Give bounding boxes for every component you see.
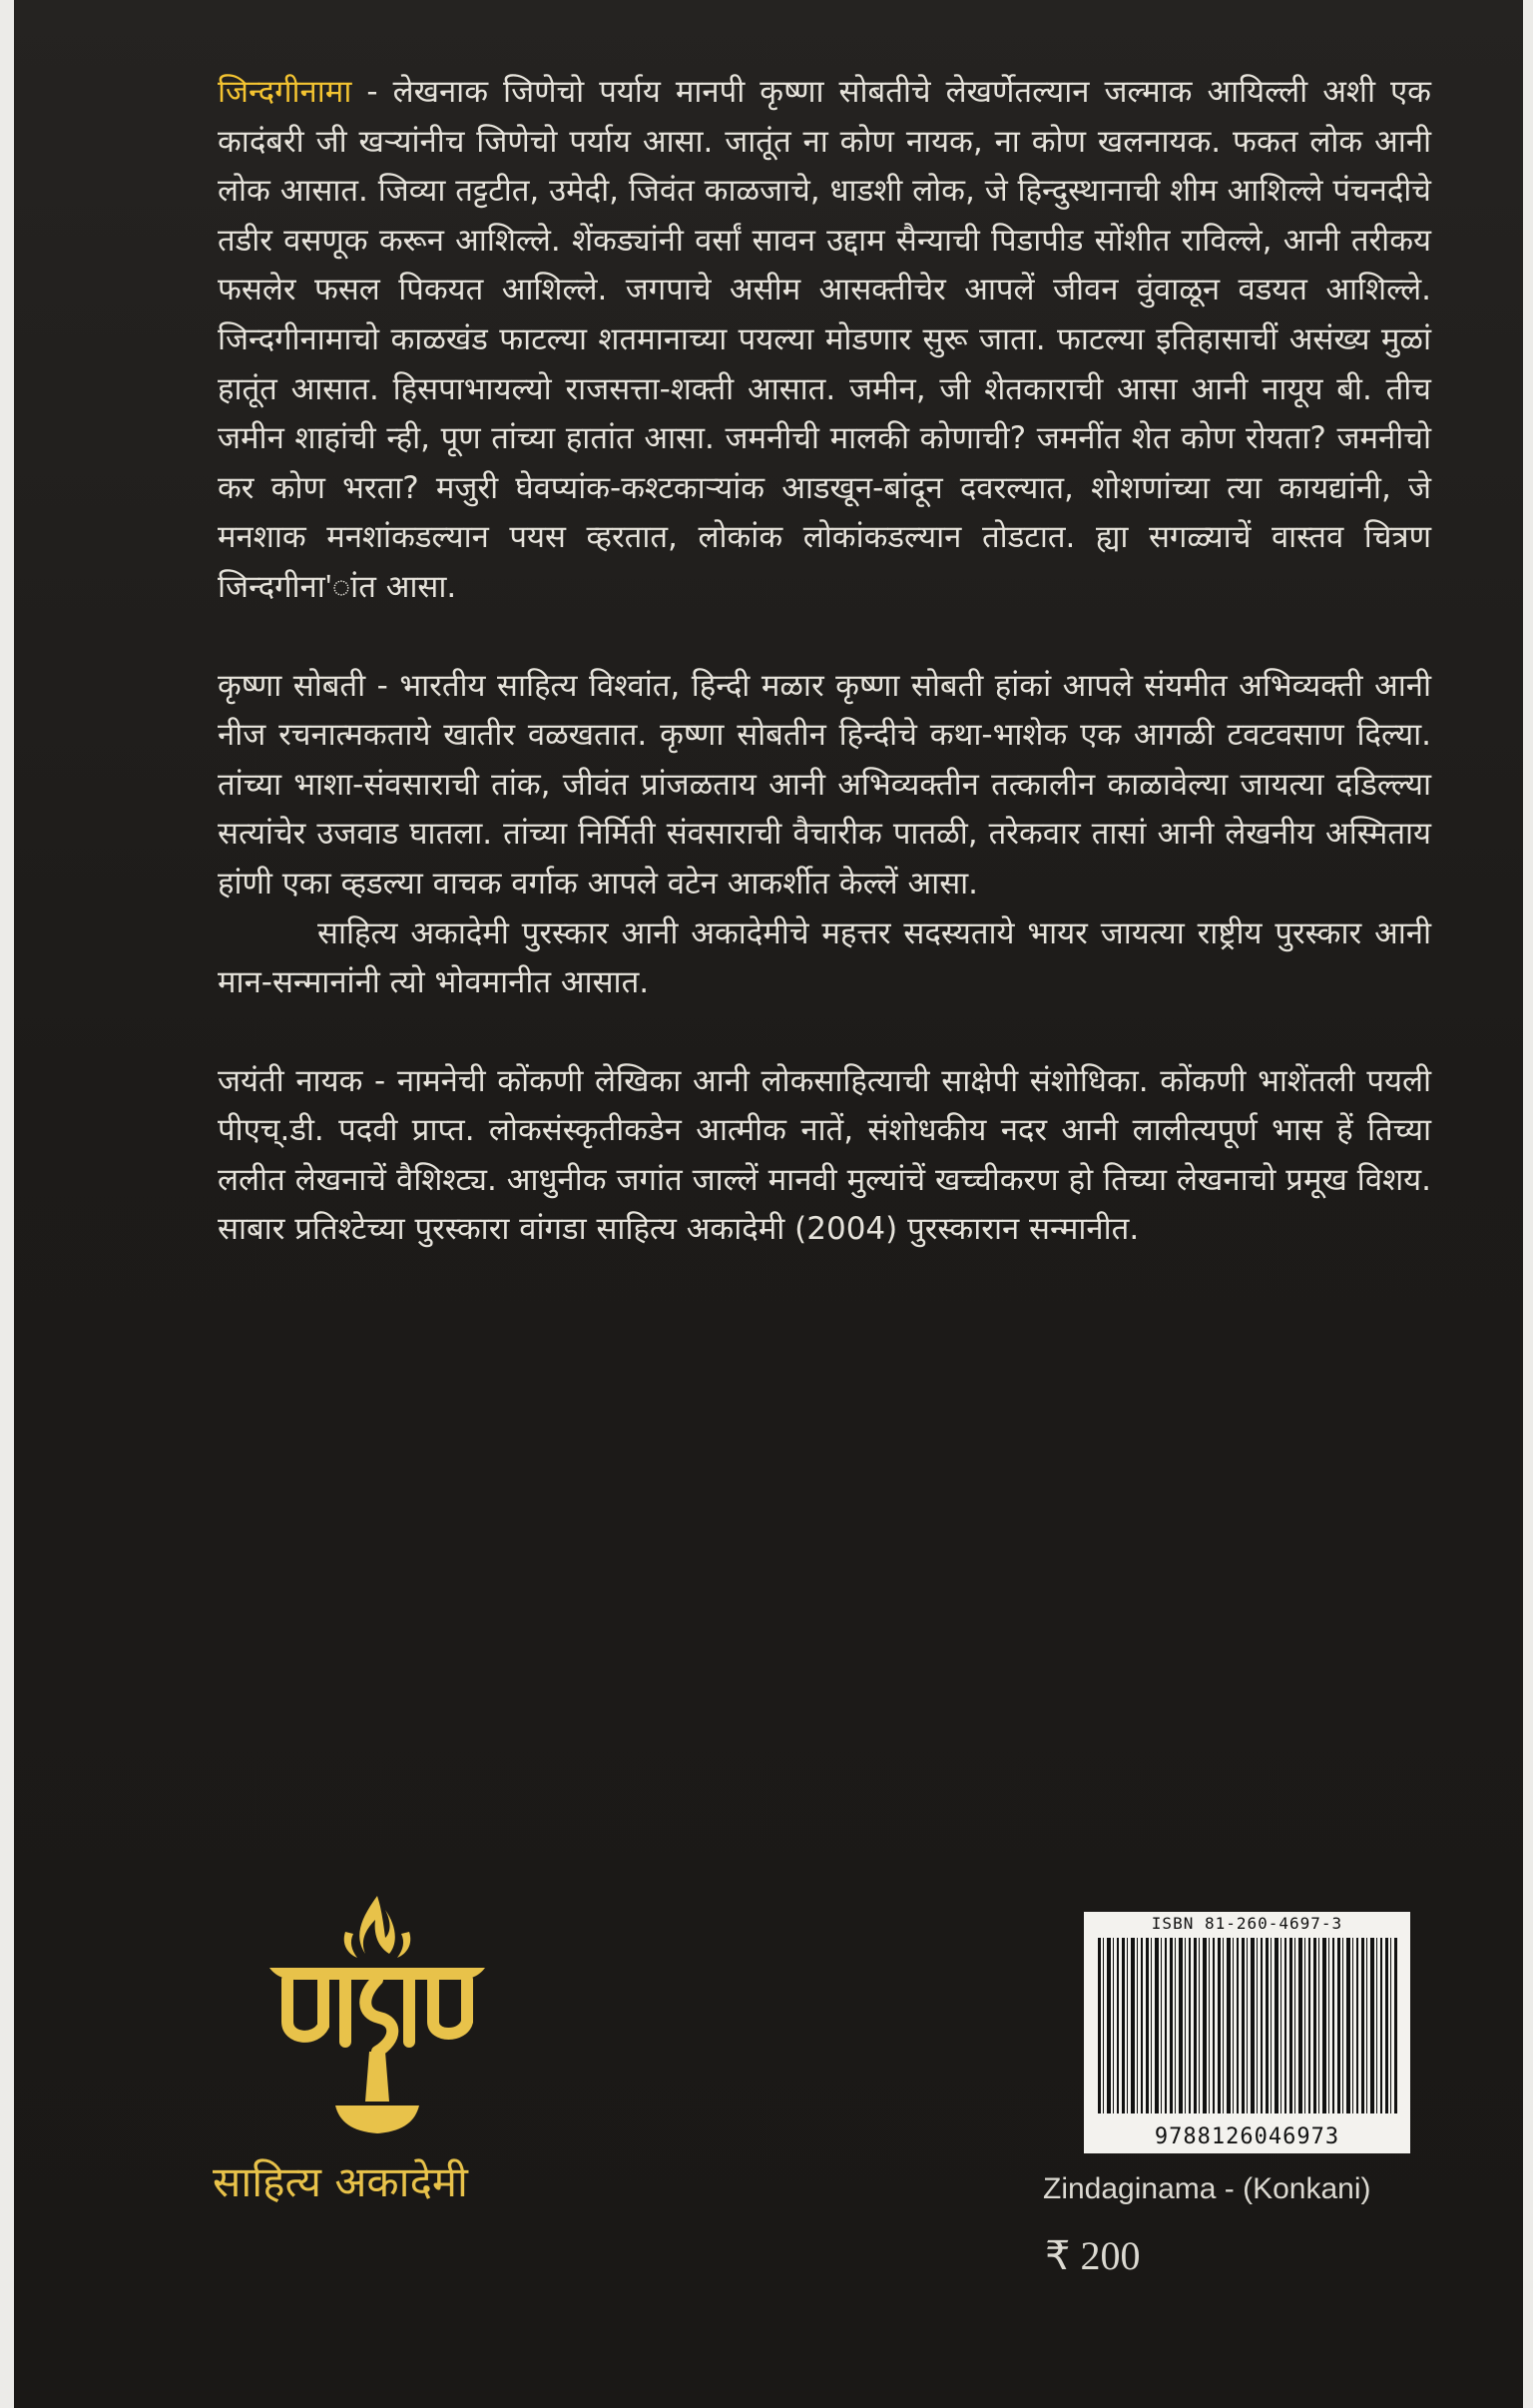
paragraph-zindaginama — [218, 68, 1431, 613]
book-title-highlight: जिन्दगीनामा — [218, 74, 352, 110]
publisher-name: साहित्य अकादेमी — [213, 2157, 468, 2206]
paragraph-krishna-sobti: कृष्णा सोबती - भारतीय साहित्य विश्वांत, हिन्दी मळार कृष्णा सोबती हांकां आपले संयमीत अभिव्यक्ती आनी नीज रचनात्मकताये खातीर वळखतात. कृष्णा सोबतीन हिन्दीचे कथा-भाशेक एक आगळी टवटवसाण दिल्या. तांच्या भाशा-संवसाराची तांक, जीवंत प्रांजळताय आनी अभिव्यक्तीन तत्कालीन काळावेल्या जायत्या दडिल्ल्या सत्यांचेर उजवाड घातला. तांच्या निर्मिती संवसाराची वैचारीक पातळी, तरेकवार तासां आनी लेखनीय अस्मिताय हांणी एका व्हडल्या वाचक वर्गाक आपले वटेन आकर्शीत केल्लें आसा. — [218, 667, 1431, 902]
price-label: ₹ 200 — [1045, 2233, 1141, 2278]
paragraph-jayanti-naik: जयंती नायक - नामनेची कोंकणी लेखिका आनी लोकसाहित्याची साक्षेपी संशोधिका. कोंकणी भाशेंतली पयली पीएच्.डी. पदवी प्राप्त. लोकसंस्कृतीकडेन आत्मीक नातें, संशोधकीय नदर आनी लालीत्यपूर्ण भास हें तिच्या ललीत लेखनाचें वैशिश्ट्य. आधुनीक जगांत जाल्लें मानवी मुल्यांचें खच्चीकरण हो तिच्या लेखनाचो प्रमूख विशय. साबार प्रतिश्टेच्या पुरस्कारा वांगडा साहित्य अकादेमी (2004) पुरस्कारान सन्मानीत. — [218, 1062, 1431, 1248]
barcode-bars — [1098, 1938, 1397, 2113]
book-title-english: Zindaginama - (Konkani) — [1043, 2172, 1371, 2205]
paragraph-awards: साहित्य अकादेमी पुरस्कार आनी अकादेमीचे महत्तर सदस्यताये भायर जायत्या राष्ट्रीय पुरस्कार आनी मान-सन्मानांनी त्यो भोवमानीत आसात. — [218, 914, 1431, 1001]
isbn-label: ISBN 81-260-4697-3 — [1151, 1914, 1343, 1933]
paragraph-text: - लेखनाक जिणेचो पर्याय मानपी कृष्णा सोबतीचे लेखर्णेतल्यान जल्माक आयिल्ली अशी एक कादंबरी जी खऱ्यांनीच जिणेचो पर्याय आसा. जातूंत ना कोण नायक, ना कोण खलनायक. फकत लोक आनी लोक आसात. जिव्या तट्टटीत, उमेदी, जिवंत काळजाचे, धाडशी लोक, जे हिन्दुस्थानाची शीम आशिल्ले पंचनदीचे तडीर वसणूक करून आशिल्ले. शेंकड्यांनी वर्सां सावन उद्दाम सैन्याची पिडापीड सोंशीत राविल्ले, आनी तरीकय फसलेर फसल पिकयत आशिल्ले. जगपाचे असीम आसक्तीचेर आपलें जीवन वुंवाळून वडयत आशिल्ले. जिन्दगीनामाचो काळखंड फाटल्या शतमानाच्या पयल्या मोडणार सुरू जाता. फाटल्या इतिहासाचीं असंख्य मुळां हातूंत आसात. हिसपाभायल्यो राजसत्ता-शक्ती आसात. जमीन, जी शेतकाराची आसा आनी नायूय बी. तीच जमीन शाहांची न्ही, पूण तांच्या हातांत आसा. जमनीची मालकी कोणाची? जमनींत शेत कोण रोयता? जमनीचो कर कोण भरता? मजुरी घेवप्यांक-कश्टकाऱ्यांक आडखून-बांदून दवरल्यात, शोशणांच्या त्या कायद्यांनी, जे मनशाक मनशांकडल्यान पयस व्हरतात, लोकांक लोकांकडल्यान तोडटात. ह्या सगळ्याचें वास्तव चित्रण जिन्दगीना'ांत आसा. — [218, 74, 1431, 605]
isbn-number: 9788126046973 — [1154, 2124, 1340, 2149]
description-text — [218, 68, 1431, 1255]
barcode — [1084, 1912, 1410, 2153]
sahitya-lamp-logo-icon — [257, 1892, 497, 2139]
